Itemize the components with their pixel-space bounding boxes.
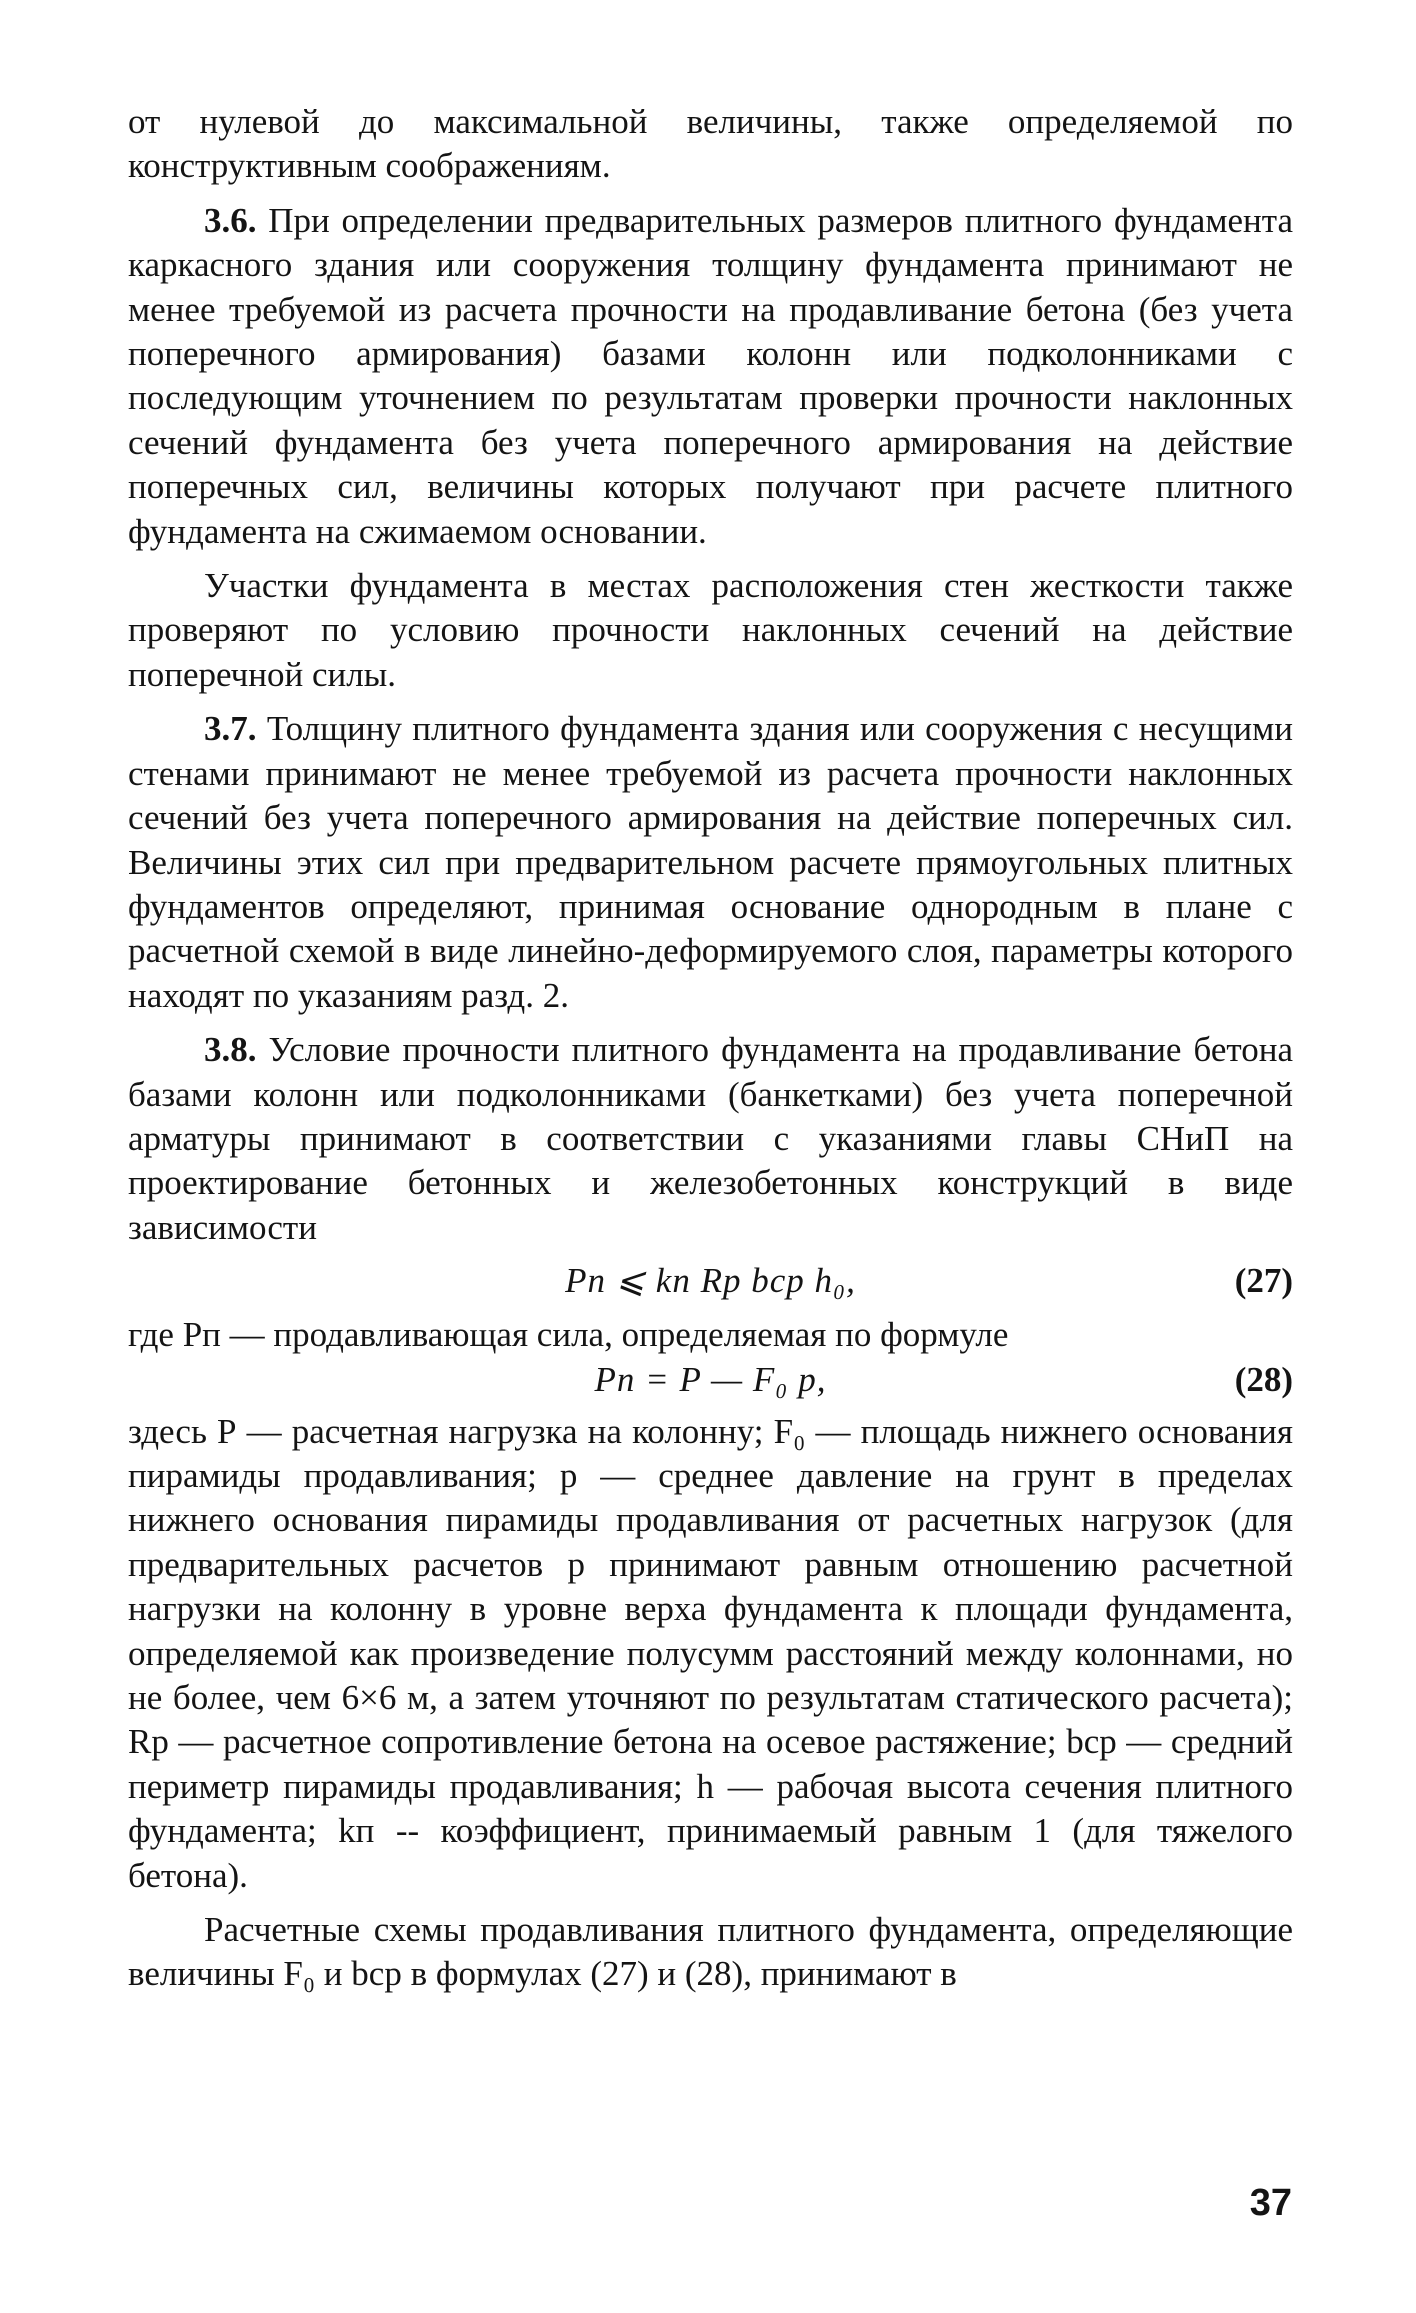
formula-27 [128, 1259, 1293, 1309]
paragraph-continuation: от нулевой до максимальной величины, также определяемой по конструктивным соображениям. [128, 102, 1293, 186]
paragraph-3-7-text: Толщину плитного фундамента здания или сооружения с несущими стенами принимают не менее требуемой из расчета прочности наклонных сечений без учета поперечного армирования на действие поперечных сил. Величины этих сил при предварительном расчете прямоугольных плитных фундаментов определяют, принимая основание однородным в плане с расчетной схемой в виде линейно-деформируемого слоя, параметры которого находят по указаниям разд. 2. [128, 709, 1293, 1015]
paragraph-3-7 [128, 707, 1293, 1018]
paragraph-definitions: здесь Р — расчетная нагрузка на колонну; F₀ — площадь нижнего основания пирамиды продавливания; р — среднее давление на грунт в пределах нижнего основания пирамиды продавливания от расчетных нагрузок (для предварительных расчетов р принимают равным отношению расчетной нагрузки на колонну в уровне верха фундамента к площади фундамента, определяемой как произведение полусумм расстояний между колоннами, но не более, чем 6×6 м, а затем уточняют по результатам статического расчета); Rр — расчетное сопротивление бетона на осевое растяжение; bср — средний периметр пирамиды продавливания; h — рабочая высота сечения плитного фундамента; kп -- коэффициент, принимаемый равным 1 (для тяжелого бетона). [128, 1411, 1293, 1895]
paragraph-3-8 [128, 1028, 1293, 1250]
page-body [128, 100, 1293, 1997]
page-number: 37 [1249, 2182, 1292, 2224]
formula-27-expression: Pп ⩽ kп Rр bср h₀, [565, 1261, 856, 1301]
formula-28-expression: Pп = P — F₀ p, [594, 1359, 827, 1399]
paragraph-3-8-text: Условие прочности плитного фундамента на продавливание бетона базами колонн или подколонниками (банкетками) без учета поперечной арматуры принимают в соответствии с указаниями главы СНиП на проектирование бетонных и железобетонных конструкций в виде зависимости [128, 1030, 1293, 1247]
clause-number-3-7: 3.7. [204, 709, 257, 749]
formula-27-number: (27) [1234, 1261, 1293, 1301]
clause-number-3-6: 3.6. [204, 200, 257, 240]
paragraph-schemes: Расчетные схемы продавливания плитного фундамента, определяющие величины F₀ и bср в формулах (27) и (28), принимают в [128, 1910, 1293, 1994]
clause-number-3-8: 3.8. [204, 1030, 257, 1070]
paragraph-3-6-text: При определении предварительных размеров плитного фундамента каркасного здания или сооружения толщину фундамента принимают не менее требуемой из расчета прочности на продавливание бетона (без учета поперечного армирования) базами колонн или подколонниками с последующим уточнением по результатам проверки прочности наклонных сечений фундамента без учета поперечного армирования на действие поперечных сил, величины которых получают при расчете плитного фундамента на сжимаемом основании. [128, 200, 1293, 551]
paragraph-where: где Рп — продавливающая сила, определяемая по формуле [128, 1315, 1009, 1355]
paragraph-stiffness-walls: Участки фундамента в местах расположения стен жесткости также проверяют по условию прочности наклонных сечений на действие поперечной силы. [128, 566, 1293, 694]
paragraph-3-6 [128, 199, 1293, 554]
formula-28 [128, 1358, 1293, 1408]
formula-28-number: (28) [1234, 1359, 1293, 1399]
